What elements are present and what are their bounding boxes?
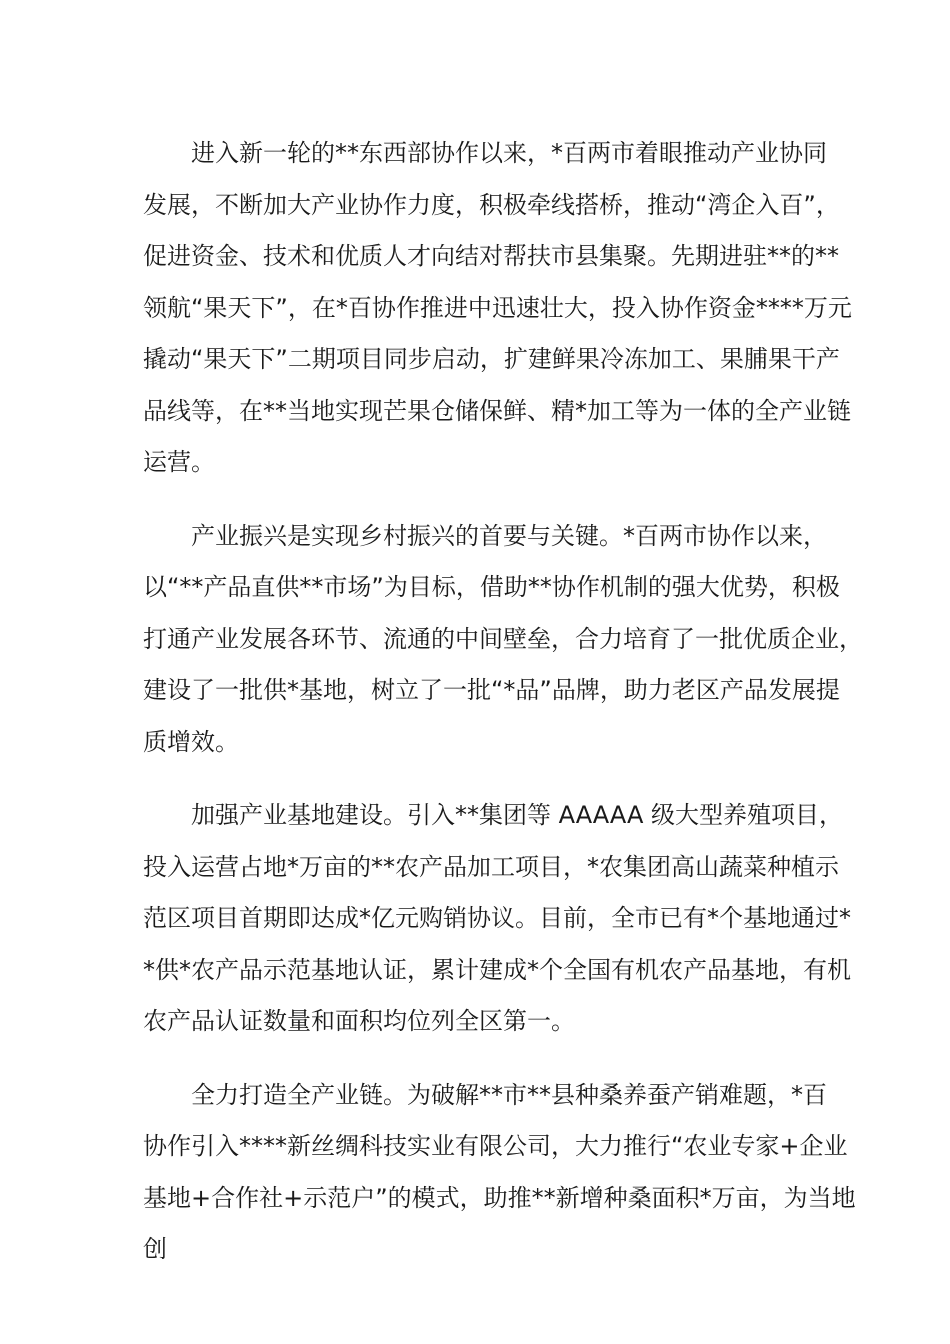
- paragraph-line: 打通产业发展各环节、流通的中间壁垒，合力培育了一批优质企业，: [143, 624, 863, 653]
- paragraph-line: 协作引入****新丝绸科技实业有限公司，大力推行“农业专家+企业: [143, 1132, 848, 1160]
- paragraph-line: 加强产业基地建设。引入**集团等 AAAAA 级大型养殖项目，: [191, 801, 844, 829]
- paragraph-line: 品线等，在**当地实现芒果仓储保鲜、精*加工等为一体的全产业链: [143, 396, 851, 425]
- document-body: [143, 128, 863, 1298]
- paragraph-line: 建设了一批供*基地，树立了一批“*品”品牌，助力老区产品发展提: [143, 676, 840, 704]
- paragraph-3: [143, 790, 851, 1048]
- paragraph-line: 撬动“果天下”二期项目同步启动，扩建鲜果冷冻加工、果脯果干产: [143, 345, 840, 373]
- paragraph-line: 产业振兴是实现乡村振兴的首要与关键。*百两市协作以来，: [191, 521, 827, 550]
- paragraph-line: 全力打造全产业链。为破解**市**县种桑养蚕产销难题，*百: [191, 1080, 827, 1109]
- paragraph-line: 以“**产品直供**市场”为目标，借助**协作机制的强大优势，积极: [143, 573, 840, 601]
- paragraph-line: 领航“果天下”，在*百协作推进中迅速壮大，投入协作资金****万元: [143, 293, 852, 322]
- paragraph-line: 投入运营占地*万亩的**农产品加工项目，*农集团高山蔬菜种植示: [143, 852, 839, 881]
- paragraph-line: 基地+合作社+示范户”的模式，助推**新增种桑面积*万亩，为当地: [143, 1183, 856, 1212]
- paragraph-line: 发展，不断加大产业协作力度，积极牵线搭桥，推动“湾企入百”，: [143, 190, 840, 219]
- paragraph-line: 农产品认证数量和面积均位列全区第一。: [143, 1007, 575, 1035]
- paragraph-line: 进入新一轮的**东西部协作以来，*百两市着眼推动产业协同: [191, 139, 827, 167]
- paragraph-line: *供*农产品示范基地认证，累计建成*个全国有机农产品基地，有机: [143, 955, 851, 984]
- paragraph-line: 范区项目首期即达成*亿元购销协议。目前，全市已有*个基地通过*: [143, 904, 851, 932]
- paragraph-1: [143, 128, 852, 489]
- paragraph-line: 运营。: [143, 448, 215, 476]
- paragraph-line: 创: [143, 1235, 167, 1263]
- paragraph-2: [143, 511, 863, 769]
- paragraph-4: [143, 1070, 856, 1276]
- paragraph-line: 质增效。: [143, 727, 239, 756]
- paragraph-line: 促进资金、技术和优质人才向结对帮扶市县集聚。先期进驻**的**: [143, 242, 839, 270]
